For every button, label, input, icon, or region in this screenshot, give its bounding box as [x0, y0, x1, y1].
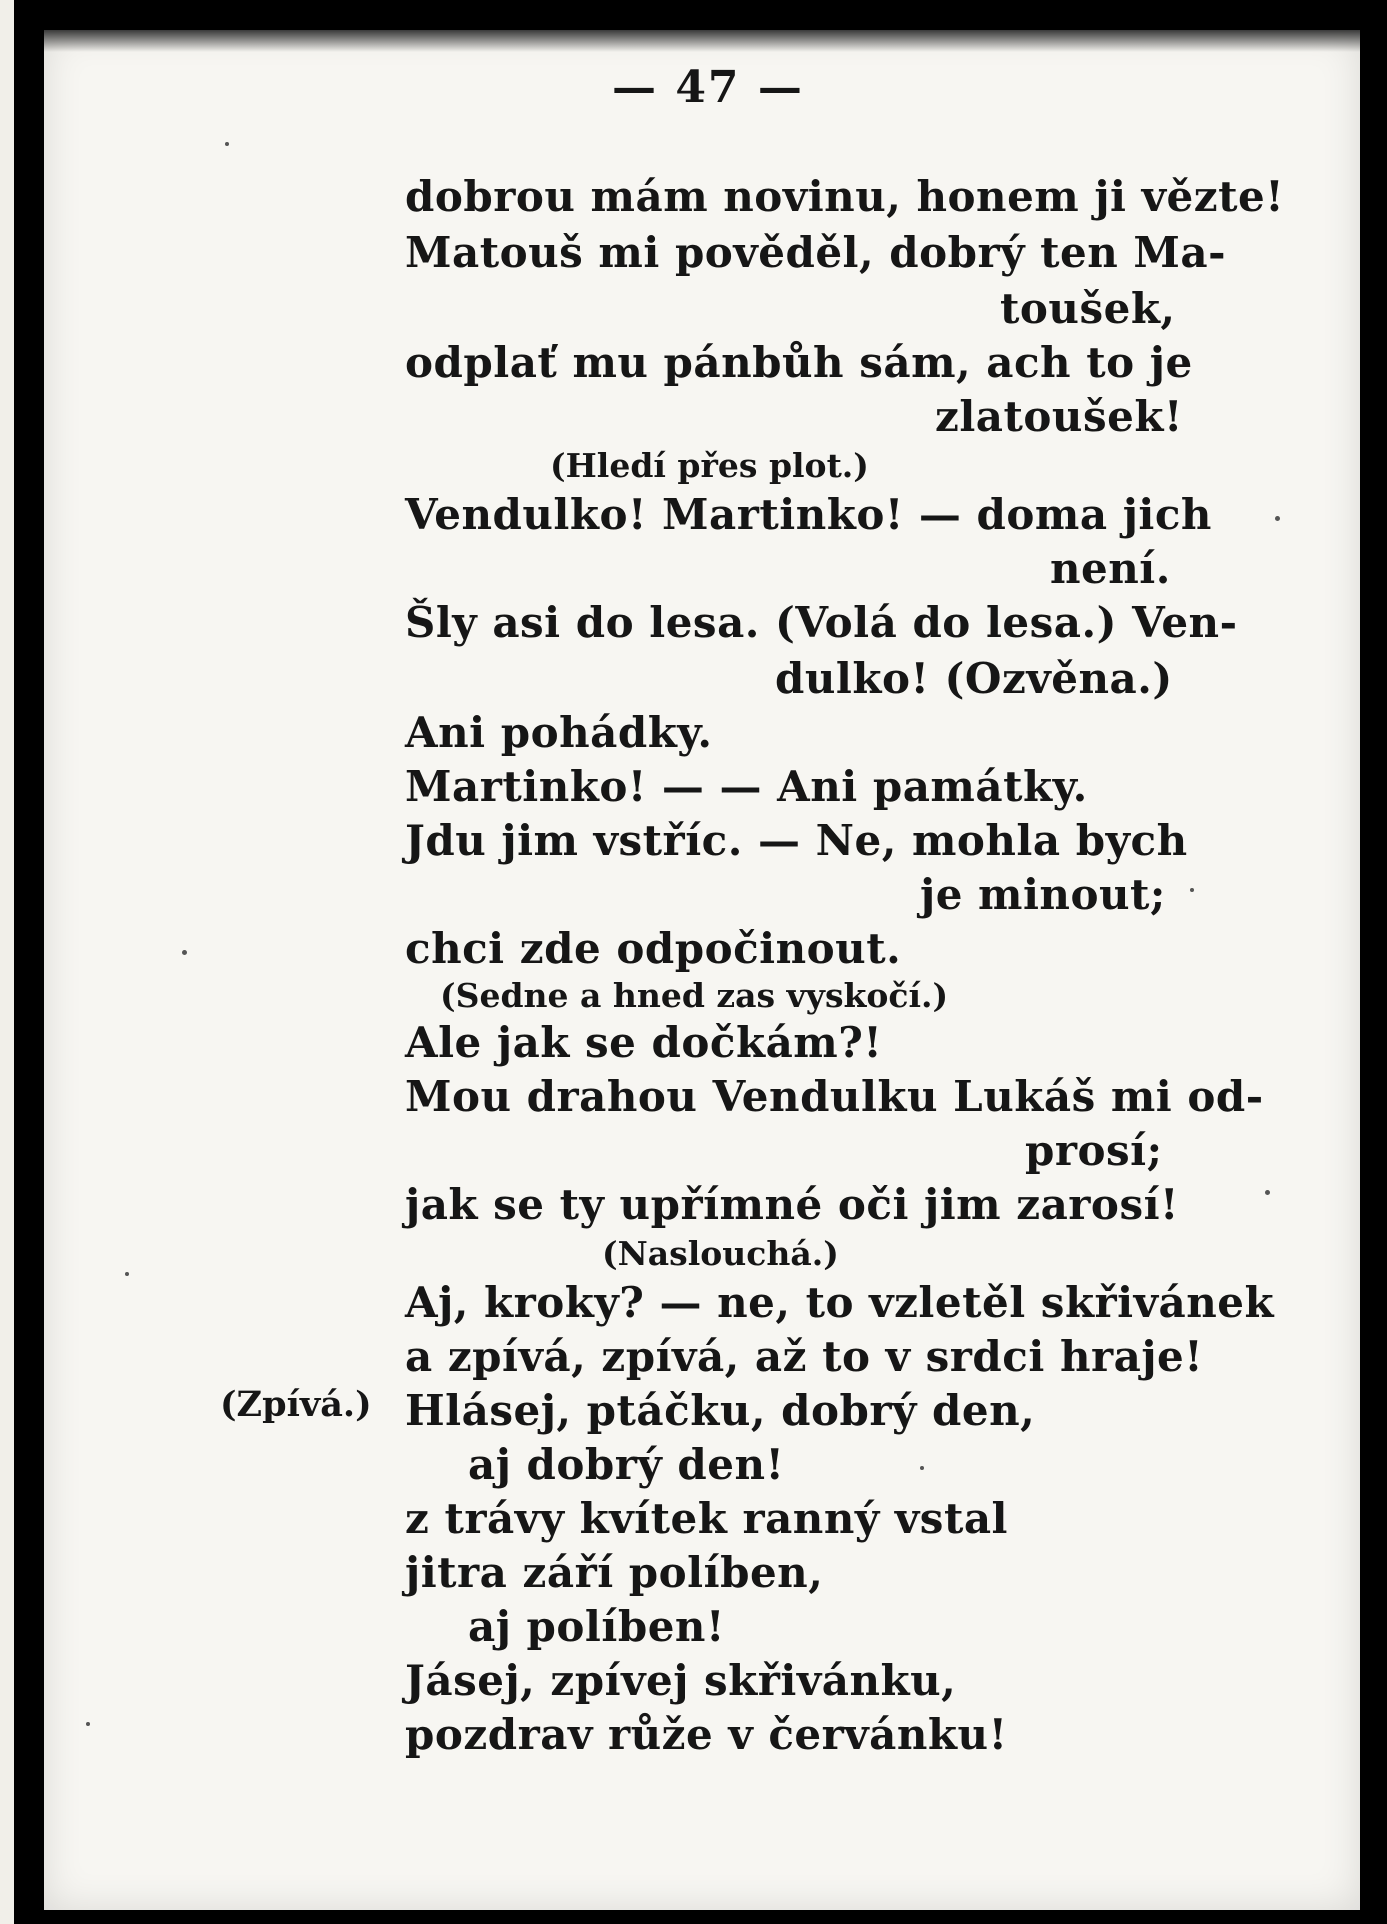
- text-line-23: z trávy kvítek ranný vstal: [405, 1494, 1009, 1543]
- page-top-shadow: [44, 30, 1360, 52]
- print-speck: [1265, 1190, 1270, 1195]
- text-line-1: dobrou mám novinu, honem ji vězte!: [405, 172, 1285, 221]
- text-line-13: je minout;: [920, 870, 1166, 919]
- text-line-9: dulko! (Ozvěna.): [775, 654, 1173, 703]
- speaker-note: (Zpívá.): [220, 1384, 372, 1425]
- text-line-15: Ale jak se dočkám?!: [405, 1018, 883, 1067]
- print-speck: [182, 950, 187, 955]
- text-line-27: pozdrav růže v červánku!: [405, 1710, 1008, 1759]
- print-speck: [86, 1722, 90, 1726]
- stage-direction-1: (Hledí přes plot.): [550, 446, 869, 485]
- text-line-7: není.: [1050, 544, 1171, 593]
- print-speck: [125, 1272, 129, 1276]
- text-line-14: chci zde odpočinout.: [405, 924, 902, 973]
- text-line-5: zlatoušek!: [935, 392, 1183, 441]
- text-line-22: aj dobrý den!: [468, 1440, 785, 1489]
- stage-direction-2: (Sedne a hned zas vyskočí.): [440, 976, 949, 1015]
- text-line-2: Matouš mi pověděl, dobrý ten Ma-: [405, 228, 1227, 277]
- text-line-20: a zpívá, zpívá, až to v srdci hraje!: [405, 1332, 1204, 1381]
- text-line-25: aj políben!: [468, 1602, 725, 1651]
- text-line-26: Jásej, zpívej skřivánku,: [405, 1656, 957, 1705]
- print-speck: [1190, 888, 1194, 892]
- page-number: — 47 —: [612, 62, 804, 113]
- text-line-8: Šly asi do lesa. (Volá do lesa.) Ven-: [405, 598, 1238, 647]
- text-line-17: prosí;: [1025, 1126, 1163, 1175]
- text-line-24: jitra září políben,: [405, 1548, 824, 1597]
- text-line-18: jak se ty upřímné oči jim zarosí!: [405, 1180, 1179, 1229]
- text-line-16: Mou drahou Vendulku Lukáš mi od-: [405, 1072, 1264, 1121]
- text-line-19: Aj, kroky? — ne, to vzletěl skřivánek: [405, 1278, 1275, 1327]
- stage-direction-3: (Naslouchá.): [602, 1234, 839, 1273]
- text-line-3: toušek,: [1000, 284, 1176, 333]
- print-speck: [920, 1466, 924, 1470]
- text-line-6: Vendulko! Martinko! — doma jich: [405, 490, 1212, 539]
- print-speck: [225, 142, 229, 146]
- adjacent-page-edge: [0, 0, 14, 1924]
- text-line-11: Martinko! — — Ani památky.: [405, 762, 1088, 811]
- text-line-21: Hlásej, ptáčku, dobrý den,: [405, 1386, 1036, 1435]
- text-line-12: Jdu jim vstříc. — Ne, mohla bych: [405, 816, 1188, 865]
- text-line-4: odplať mu pánbůh sám, ach to je: [405, 338, 1193, 387]
- text-line-10: Ani pohádky.: [405, 708, 713, 757]
- print-speck: [1275, 516, 1280, 521]
